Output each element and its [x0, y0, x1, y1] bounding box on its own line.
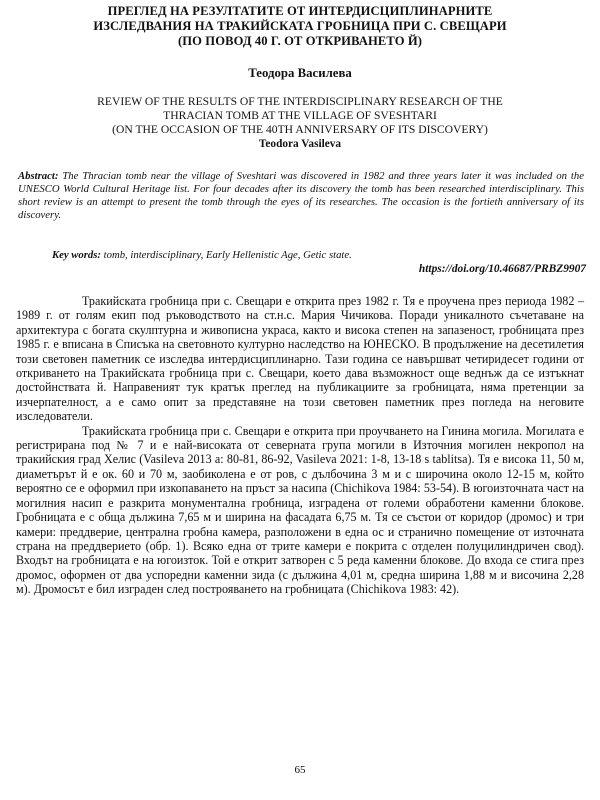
title-english-line-3: (ON THE OCCASION OF THE 40TH ANNIVERSARY OF ITS DISCOVERY) — [112, 123, 488, 136]
title-english — [8, 95, 592, 137]
title-bulgarian-line-1: ПРЕГЛЕД НА РЕЗУЛТАТИТЕ ОТ ИНТЕРДИСЦИПЛИНАРНИТЕ — [107, 4, 493, 18]
body-paragraph-1: Тракийската гробница при с. Свещари е открита през 1982 г. Тя е проучена през периода 1982 – 1989 г. от голям екип под ръководството на ст.н.с. Мария Чичикова. Поради уникалното съчетаване на архитектура с богата скулптурна и живописна украса, както и висока степен на запазеност, гробницата през 1985 г. е вписана в Списъка на световното културно наследство на ЮНЕСКО. В продължение на десетилетия този световен паметник се изследва интердисциплинарно. Тази година се навършват четиридесет години от откриването на Тракийската гробница при с. Свещари, което дава възможност още веднъж да се изтъкнат достойнствата й. Направеният тук кратък преглед на публикациите за гробницата, няма претенции за изчерпателност, а е само опит за представяне на този световен паметник през погледа на неговите изследователи. — [16, 294, 584, 424]
abstract-text: The Thracian tomb near the village of Sveshtari was discovered in 1982 and three years later it was included on the UNESCO World Cultural Heritage list. For four decades after its discovery the tomb has been researched interdisciplinary. This short review is an attempt to present the tomb through the eyes of its researches. The occasion is the fortieth anniversary of its discovery. — [18, 170, 584, 221]
keywords — [52, 249, 592, 262]
title-english-line-1: REVIEW OF THE RESULTS OF THE INTERDISCIPLINARY RESEARCH OF THE — [97, 95, 503, 108]
author-english: Teodora Vasileva — [258, 138, 342, 150]
doi-link[interactable]: https://doi.org/10.46687/PRBZ9907 — [418, 263, 586, 275]
title-bulgarian — [10, 4, 590, 49]
keywords-text: tomb, interdisciplinary, Early Hellenistic Age, Getic state. — [103, 249, 352, 261]
abstract-label: Abstract: — [18, 170, 59, 182]
keywords-label: Key words: — [52, 249, 101, 261]
title-bulgarian-line-3: (ПО ПОВОД 40 Г. ОТ ОТКРИВАНЕТО Й) — [177, 34, 423, 48]
title-english-line-2: THRACIAN TOMB AT THE VILLAGE OF SVESHTARI — [163, 109, 437, 122]
abstract — [18, 170, 584, 222]
page-number: 65 — [294, 764, 306, 776]
body-text — [16, 294, 584, 597]
body-paragraph-2: Тракийската гробница при с. Свещари е открита при проучването на Гинина могила. Могилата е регистрирана под № 7 и е най-високата от северната група могили в Източния могилен некропол на тракийския град Хелис (Vasileva 2013 a: 80-81, 86-92, Vasileva 2021: 1-8, 13-18 s tablitsa). Тя е висока 11, 50 м, диаметърът й е ок. 60 и 70 м, заобиколена е от ров, с дълбочина 3 м и с широчина около 12-15 м, който вероятно се е оформил при изкопаването на пръст за насипа (Chichikova 1984: 53-54). В югоизточната част на могилния насип е разкрита монументална гробница, изградена от големи обработени каменни блокове. Гробницата е с обща дължина 7,65 м и ширина на фасадата 6,75 м. Тя се състои от коридор (дромос) и три камери: преддверие, централна гробна камера, разположени в една ос и странично помещение от източната страна на преддверието (обр. 1). Всяко една от трите камери е покрита с отделен полуцилиндричен свод). Входът на гробницата е на югоизток. Той е открит затворен с 5 реда каменни блокове. До входа се стига през дромос, оформен от два успоредни каменни зида (с дължина 4,01 м, средна ширина 1,88 м и височина 2,28 м). Дромосът е бил изграден след построяването на гробницата (Chichikova 1983: 42). — [16, 423, 584, 597]
author-bulgarian: Теодора Василева — [248, 66, 352, 80]
title-bulgarian-line-2: ИЗСЛЕДВАНИЯ НА ТРАКИЙСКАТА ГРОБНИЦА ПРИ С. СВЕЩАРИ — [93, 19, 507, 33]
